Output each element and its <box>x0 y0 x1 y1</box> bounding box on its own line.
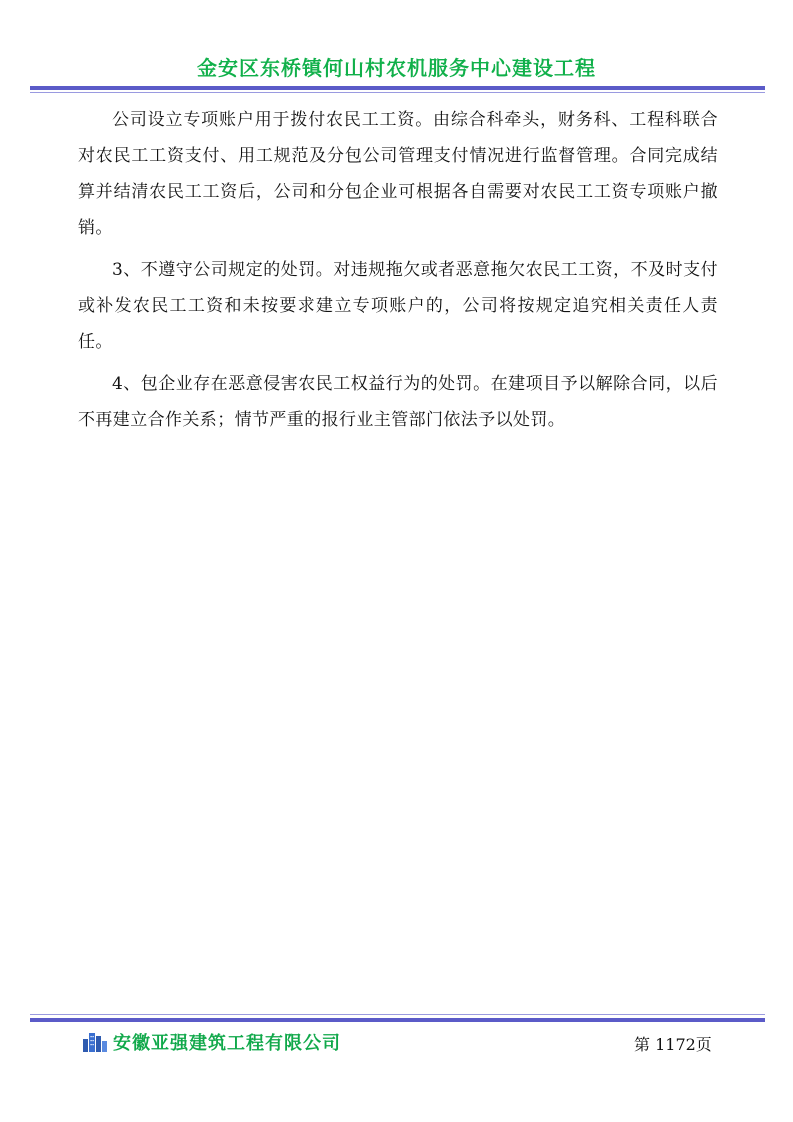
building-logo-icon <box>82 1030 108 1052</box>
paragraph: 4、包企业存在恶意侵害农民工权益行为的处罚。在建项目予以解除合同，以后不再建立合作关系；情节严重的报行业主管部门依法予以处罚。 <box>78 374 718 430</box>
footer-divider-thin <box>30 1014 765 1015</box>
page-footer <box>0 1012 793 1072</box>
page-number: 第 1172页 <box>634 1035 712 1054</box>
company-name: 安徽亚强建筑工程有限公司 <box>113 1033 341 1054</box>
header-divider <box>30 86 765 90</box>
page-header <box>0 0 793 100</box>
paragraph: 公司设立专项账户用于拨付农民工工资。由综合科牵头，财务科、工程科联合对农民工工资支付、用工规范及分包公司管理支付情况进行监督管理。合同完成结算并结清农民工工资后，公司和分包企业可根据各自需要对农民工工资专项账户撤销。 <box>78 110 718 238</box>
footer-divider <box>30 1018 765 1022</box>
document-title: 金安区东桥镇何山村农机服务中心建设工程 <box>197 56 596 80</box>
document-body <box>78 96 718 438</box>
paragraph: 3、不遵守公司规定的处罚。对违规拖欠或者恶意拖欠农民工工资，不及时支付或补发农民工工资和未按要求建立专项账户的，公司将按规定追究相关责任人责任。 <box>78 260 718 352</box>
header-divider-thin <box>30 92 765 93</box>
